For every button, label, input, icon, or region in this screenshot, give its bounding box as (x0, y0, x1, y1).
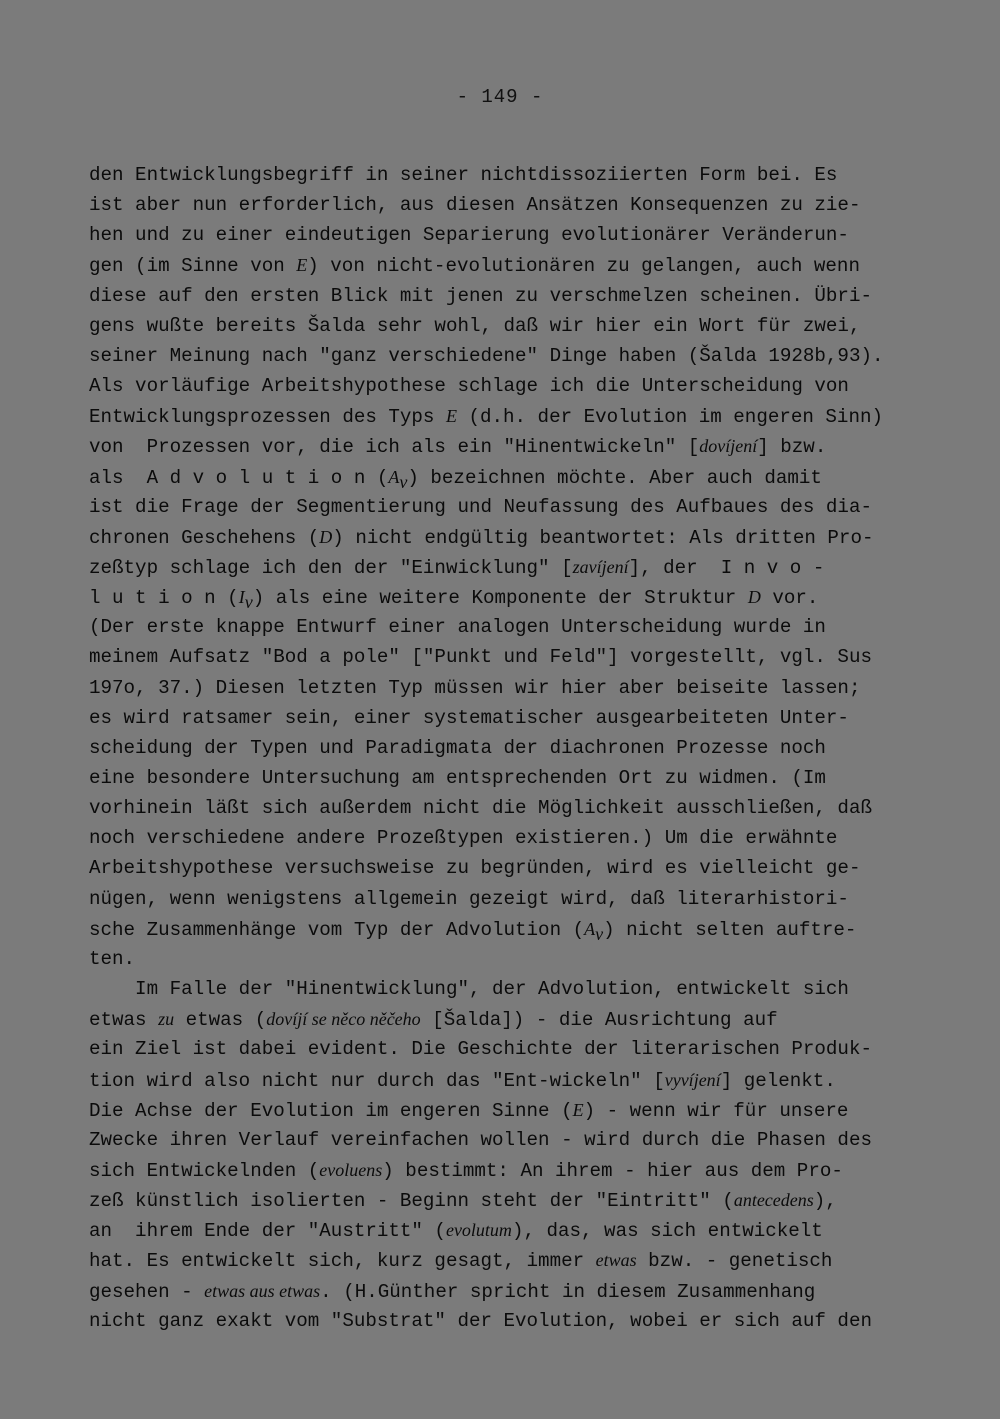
text-run: etwas (89, 1009, 159, 1032)
text-line (89, 1185, 837, 1215)
italic-term: dovíjí se něco něčeho (266, 1009, 421, 1030)
text-line (89, 492, 872, 522)
text-run: ], der I n v o - (628, 556, 825, 579)
italic-term: antecedens (733, 1190, 814, 1211)
text-line (89, 552, 824, 582)
text-run: chronen Geschehens ( (89, 526, 320, 549)
text-line (89, 220, 849, 250)
text-run: von Prozessen vor, die ich als ein "Hinentwickeln" [ (89, 436, 700, 459)
text-run: ) bezeichnen möchte. Aber auch damit (407, 466, 822, 489)
text-line (89, 281, 872, 311)
text-line (89, 884, 849, 914)
text-line (89, 401, 883, 431)
text-run: gen (im Sinne von (89, 255, 297, 278)
text-line (89, 703, 849, 733)
text-run: Arbeitshypothese versuchsweise zu begründen, wird es vielleicht ge- (89, 857, 861, 880)
italic-term: A (584, 918, 596, 939)
text-line (89, 944, 135, 974)
text-run: ten. (89, 947, 136, 970)
text-run: ] bzw. (757, 436, 827, 459)
text-run: ), das, was sich entwickelt (511, 1220, 823, 1243)
italic-term: I (238, 587, 245, 608)
text-line (89, 1095, 848, 1125)
text-run: diese auf den ersten Blick mit jenen zu verschmelzen scheinen. Übri- (89, 284, 872, 307)
italic-term: evolutum (445, 1220, 512, 1241)
text-line (89, 190, 860, 220)
text-run: ist aber nun erforderlich, aus diesen Ansätzen Konsequenzen zu zie- (89, 194, 861, 217)
text-line (89, 673, 860, 703)
subscript: v (595, 923, 604, 944)
text-run: vorhinein läßt sich außerdem nicht die Möglichkeit ausschließen, daß (89, 797, 872, 820)
text-run: scheidung der Typen und Paradigmata der diachronen Prozesse noch (89, 736, 826, 759)
italic-term: E (296, 255, 308, 276)
text-run: Zwecke ihren Verlauf vereinfachen wollen - wird durch die Phasen des (89, 1128, 872, 1151)
text-line (89, 250, 860, 280)
text-line (89, 1155, 843, 1185)
text-line (89, 823, 837, 853)
text-run: gesehen - (89, 1280, 205, 1303)
page-number: - 149 - (456, 86, 544, 108)
text-run: Die Achse der Evolution im engeren Sinne ( (89, 1099, 573, 1122)
text-run: hen und zu einer eindeutigen Separierung evolutionärer Veränderun- (89, 224, 849, 247)
text-run: ) als eine weitere Komponente der Struktur (252, 587, 748, 610)
text-run: es wird ratsamer sein, einer systematischer ausgearbeiteten Unter- (89, 706, 849, 729)
text-line (89, 733, 826, 763)
text-run: vor. (760, 587, 819, 610)
text-line (89, 974, 849, 1004)
text-run: (Der erste knappe Entwurf einer analogen Unterscheidung wurde in (89, 616, 826, 639)
italic-term: vyvíjení (664, 1069, 721, 1090)
text-line (89, 1245, 832, 1275)
text-line (89, 1125, 872, 1155)
text-run: l u t i o n ( (89, 587, 239, 610)
text-run: gens wußte bereits Šalda sehr wohl, daß wir hier ein Wort für zwei, (89, 314, 861, 337)
text-run: hat. Es entwickelt sich, kurz gesagt, immer (89, 1250, 596, 1273)
text-line (89, 1276, 815, 1306)
text-line (89, 1065, 836, 1095)
text-run: ) von nicht-evolutionären zu gelangen, auch wenn (307, 255, 860, 278)
text-run: sche Zusammenhänge vom Typ der Advolution ( (89, 918, 585, 941)
italic-term: etwas aus etwas (204, 1280, 321, 1301)
text-run: bzw. - genetisch (636, 1250, 833, 1273)
text-run: Im Falle der "Hinentwicklung", der Advolution, entwickelt sich (89, 978, 849, 1001)
text-line (89, 1034, 872, 1064)
italic-term: D (319, 526, 333, 547)
italic-term: E (572, 1099, 584, 1120)
italic-term: A (388, 466, 400, 487)
italic-term: etwas (595, 1250, 637, 1271)
text-run: an ihrem Ende der "Austritt" ( (89, 1220, 446, 1243)
text-run: Entwicklungsprozessen des Typs (89, 406, 446, 429)
text-line (89, 522, 873, 552)
subscript: v (244, 592, 253, 613)
text-line (89, 612, 826, 642)
text-line (89, 1215, 823, 1245)
text-run: ) - wenn wir für unsere (583, 1099, 849, 1122)
text-line (89, 582, 818, 612)
text-run: zeßtyp schlage ich den der "Einwicklung" [ (89, 556, 573, 579)
text-run: 197o, 37.) Diesen letzten Typ müssen wir hier aber beiseite lassen; (89, 676, 861, 699)
text-line (89, 642, 872, 672)
text-line (89, 371, 849, 401)
text-run: etwas ( (174, 1009, 267, 1032)
text-run: ein Ziel ist dabei evident. Die Geschichte der literarischen Produk- (89, 1038, 872, 1061)
text-run: zeß künstlich isolierten - Beginn steht der "Eintritt" ( (89, 1190, 734, 1213)
text-run: Als vorläufige Arbeitshypothese schlage ich die Unterscheidung von (89, 375, 849, 398)
text-line (89, 1306, 872, 1336)
text-run: den Entwicklungsbegriff in seiner nichtdissoziierten Form bei. Es (89, 164, 838, 186)
italic-term: zavíjení (572, 556, 629, 577)
text-run: nicht ganz exakt vom "Substrat" der Evolution, wobei er sich auf den (89, 1309, 872, 1332)
text-run: ), (813, 1190, 837, 1213)
italic-term: zu (158, 1009, 175, 1030)
subscript: v (399, 471, 408, 492)
text-line (89, 462, 822, 492)
text-line (89, 853, 860, 883)
text-run: nügen, wenn wenigstens allgemein gezeigt wird, daß literarhistori- (89, 887, 849, 910)
italic-term: dovíjení (699, 436, 758, 457)
text-line (89, 793, 872, 823)
italic-term: D (747, 587, 761, 608)
text-run: tion wird also nicht nur durch das "Ent-wickeln" [ (89, 1069, 665, 1092)
text-run: ] gelenkt. (720, 1069, 836, 1092)
text-run: ) nicht selten auftre- (603, 918, 857, 941)
text-run: . (H.Günther spricht in diesem Zusammenhang (320, 1280, 816, 1303)
text-run: ) nicht endgültig beantwortet: Als dritten Pro- (332, 526, 874, 549)
text-line (89, 431, 826, 461)
text-run: [Šalda]) - die Ausrichtung auf (420, 1009, 778, 1032)
italic-term: evoluens (319, 1159, 383, 1180)
text-run: noch verschiedene andere Prozeßtypen existieren.) Um die erwähnte (89, 827, 838, 850)
text-run: als A d v o l u t i o n ( (89, 466, 389, 489)
text-line (89, 763, 826, 793)
text-line (89, 341, 884, 371)
text-run: (d.h. der Evolution im engeren Sinn) (456, 406, 883, 429)
text-line (89, 160, 837, 190)
text-line (89, 1004, 778, 1034)
text-run: seiner Meinung nach "ganz verschiedene" Dinge haben (Šalda 1928b,93). (89, 344, 884, 367)
text-run: eine besondere Untersuchung am entsprechenden Ort zu widmen. (Im (89, 767, 826, 789)
text-run: ) bestimmt: An ihrem - hier aus dem Pro- (382, 1159, 843, 1182)
text-run: sich Entwickelnden ( (89, 1159, 320, 1182)
text-line (89, 311, 860, 341)
text-run: meinem Aufsatz "Bod a pole" ["Punkt und Feld"] vorgestellt, vgl. Sus (89, 646, 872, 669)
italic-term: E (445, 406, 457, 427)
text-run: ist die Frage der Segmentierung und Neufassung des Aufbaues des dia- (89, 495, 872, 518)
text-line (89, 914, 856, 944)
